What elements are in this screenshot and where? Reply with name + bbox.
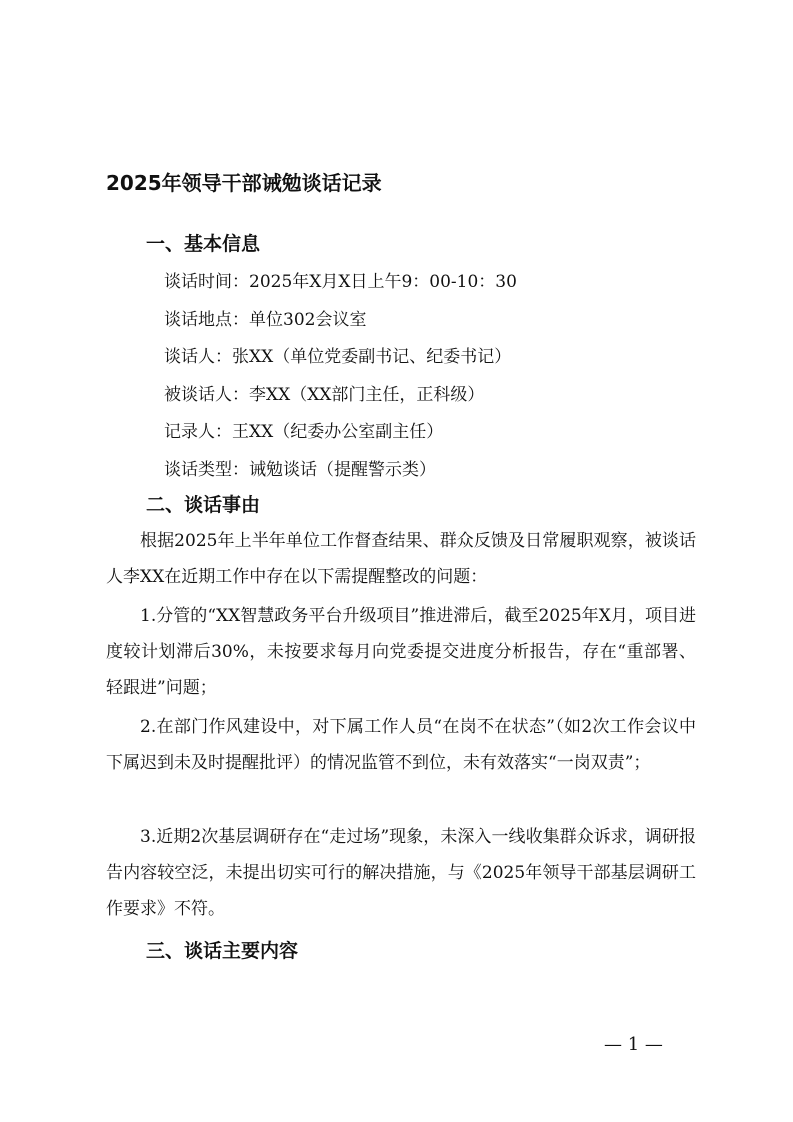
info-interviewer: 谈话人：张XX（单位党委副书记、纪委书记） <box>164 347 512 367</box>
info-talk-time: 谈话时间：2025年X月X日上午9：00-10：30 <box>164 272 517 292</box>
section2-intro-paragraph: 根据2025年上半年单位工作督查结果、群众反馈及日常履职观察，被谈话人李XX在近期工作中存在以下需提醒整改的问题： <box>106 531 696 587</box>
section2-point-1: 1.分管的“XX智慧政务平台升级项目”推进滞后，截至2025年X月，项目进度较计划滞后30%，未按要求每月向党委提交进度分析报告，存在“重部署、轻跟进”问题； <box>106 606 696 698</box>
section2-point-2: 2.在部门作风建设中，对下属工作人员“在岗不在状态”（如2次工作会议中下属迟到未及时提醒批评）的情况监管不到位，未有效落实“一岗双责”； <box>106 717 696 773</box>
section2-point-3: 3.近期2次基层调研存在“走过场”现象，未深入一线收集群众诉求，调研报告内容较空泛，未提出切实可行的解决措施，与《2025年领导干部基层调研工作要求》不符。 <box>106 827 696 919</box>
page-number: — 1 — <box>604 1034 663 1055</box>
info-talk-location: 谈话地点：单位302会议室 <box>164 310 367 330</box>
info-interviewee: 被谈话人：李XX（XX部门主任，正科级） <box>164 385 485 405</box>
info-talk-type: 谈话类型：诫勉谈话（提醒警示类） <box>164 460 436 480</box>
section2-heading: 二、谈话事由 <box>146 494 261 516</box>
section3-heading: 三、谈话主要内容 <box>146 940 299 962</box>
section1-heading: 一、基本信息 <box>146 233 261 255</box>
info-recorder: 记录人：王XX（纪委办公室副主任） <box>164 422 444 442</box>
document-title: 2025年领导干部诫勉谈话记录 <box>106 171 382 195</box>
